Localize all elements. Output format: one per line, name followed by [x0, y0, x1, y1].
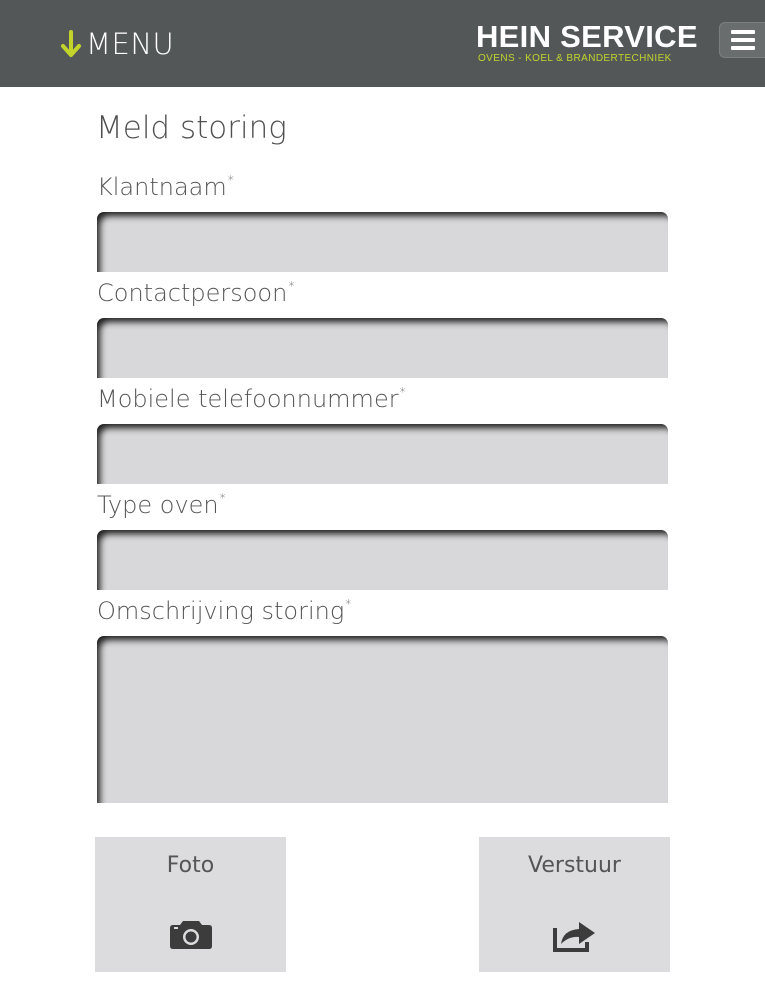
mobiele-telefoonnummer-input[interactable] — [97, 424, 668, 484]
share-icon — [553, 918, 597, 952]
omschrijving-storing-textarea[interactable] — [97, 636, 668, 803]
verstuur-button-label: Verstuur — [528, 853, 621, 878]
label-omschrijving-storing: Omschrijving storing* — [97, 597, 352, 625]
verstuur-button[interactable] — [479, 837, 670, 972]
menu-toggle[interactable] — [60, 26, 174, 62]
klantnaam-input[interactable] — [97, 212, 668, 272]
brand-logo[interactable] — [476, 19, 698, 65]
label-klantnaam: Klantnaam* — [97, 173, 234, 201]
page-title: Meld storing — [96, 110, 287, 146]
top-bar — [0, 0, 765, 87]
foto-button[interactable] — [95, 837, 286, 972]
hamburger-menu-button[interactable] — [719, 22, 765, 58]
brand-name: HEIN SERVICE — [476, 19, 698, 54]
foto-button-label: Foto — [166, 853, 215, 878]
camera-icon — [169, 918, 213, 950]
menu-label: MENU — [86, 27, 175, 61]
brand-tagline: OVENS - KOEL & BRANDERTECHNIEK — [478, 53, 672, 64]
arrow-down-icon — [60, 28, 82, 60]
contactpersoon-input[interactable] — [97, 318, 668, 378]
label-type-oven: Type oven* — [97, 491, 226, 519]
type-oven-input[interactable] — [97, 530, 668, 590]
label-contactpersoon: Contactpersoon* — [97, 279, 295, 307]
label-mobiele-telefoonnummer: Mobiele telefoonnummer* — [97, 385, 406, 413]
hamburger-icon — [730, 28, 756, 52]
